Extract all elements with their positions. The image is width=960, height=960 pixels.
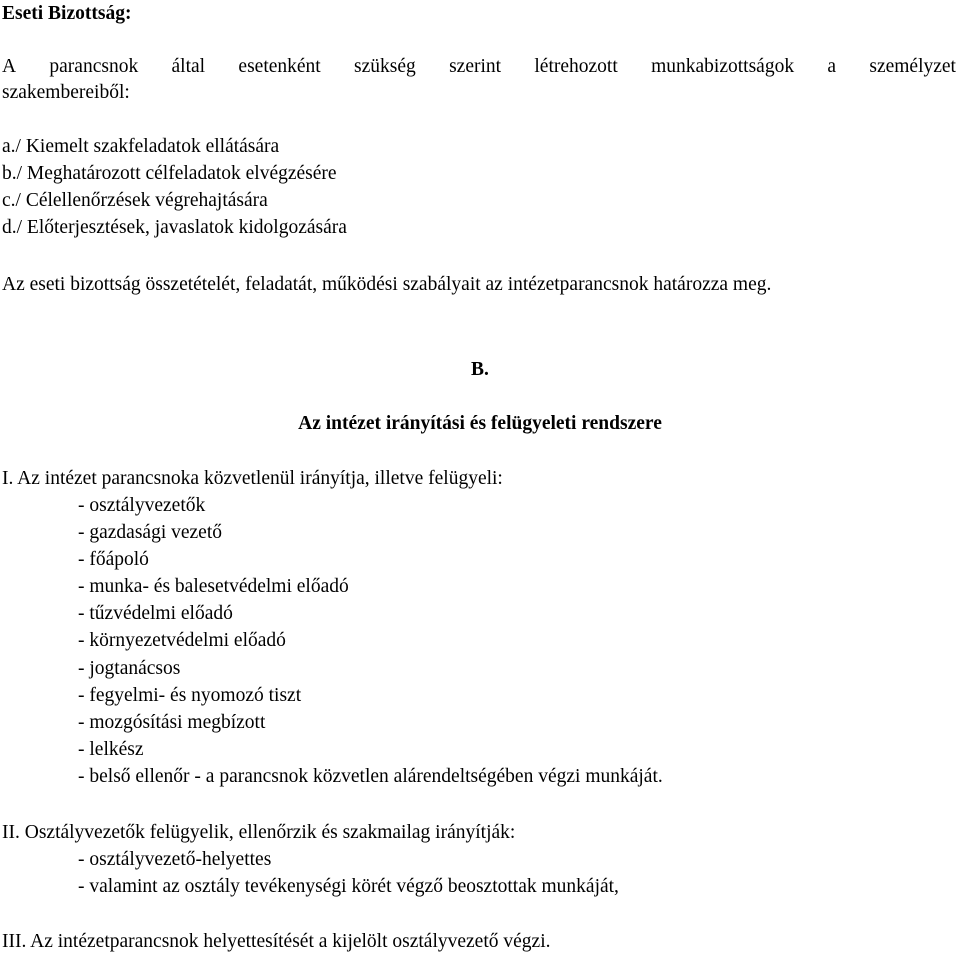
list-item: - valamint az osztály tevékenységi körét végző beosztottak munkáját, [78, 876, 619, 897]
list-item: - fegyelmi- és nyomozó tiszt [78, 685, 302, 706]
section-title: Az intézet irányítási és felügyeleti rendszere [298, 413, 662, 434]
list-item: - lelkész [78, 739, 144, 760]
list-item: b./ Meghatározott célfeladatok elvégzésére [2, 163, 337, 184]
intro-word: esetenként [238, 56, 321, 77]
list-item: - osztályvezető-helyettes [78, 849, 272, 870]
intro-paragraph-line-2: szakembereiből: [2, 82, 130, 103]
list-item: - főápoló [78, 549, 149, 570]
intro-word: létrehozott [534, 56, 618, 77]
list-item: a./ Kiemelt szakfeladatok ellátására [2, 136, 280, 157]
intro-paragraph-line-1 [2, 57, 956, 77]
section-heading: Eseti Bizottság: [2, 3, 132, 24]
list-item: - gazdasági vezető [78, 522, 223, 543]
intro-word: A [2, 56, 17, 77]
list-item: - munka- és balesetvédelmi előadó [78, 576, 349, 597]
list-item: - jogtanácsos [78, 658, 181, 679]
intro-word: a [827, 56, 837, 77]
intro-word: szükség [354, 56, 416, 77]
intro-word: által [171, 56, 206, 77]
intro-word: parancsnok [49, 56, 139, 77]
list-item: c./ Célellenőrzések végrehajtására [2, 190, 268, 211]
part-2-lead: II. Osztályvezetők felügyelik, ellenőrzik és szakmailag irányítják: [2, 822, 516, 843]
intro-word: személyzet [869, 56, 956, 77]
list-item: d./ Előterjesztések, javaslatok kidolgozására [2, 217, 347, 238]
list-item: - mozgósítási megbízott [78, 712, 266, 733]
intro-word: munkabizottságok [651, 56, 795, 77]
part-1-lead: I. Az intézet parancsnoka közvetlenül irányítja, illetve felügyeli: [2, 468, 503, 489]
intro-word: szerint [449, 56, 502, 77]
list-item: - környezetvédelmi előadó [78, 630, 286, 651]
list-item: - tűzvédelmi előadó [78, 603, 233, 624]
closing-paragraph: Az eseti bizottság összetételét, feladatát, működési szabályait az intézetparancsnok határozza meg. [2, 274, 772, 295]
list-item: - osztályvezetők [78, 495, 206, 516]
list-item: - belső ellenőr - a parancsnok közvetlen alárendeltségében végzi munkáját. [78, 766, 663, 787]
part-3-lead: III. Az intézetparancsnok helyettesítését a kijelölt osztályvezető végzi. [2, 931, 551, 952]
section-letter: B. [471, 359, 489, 380]
